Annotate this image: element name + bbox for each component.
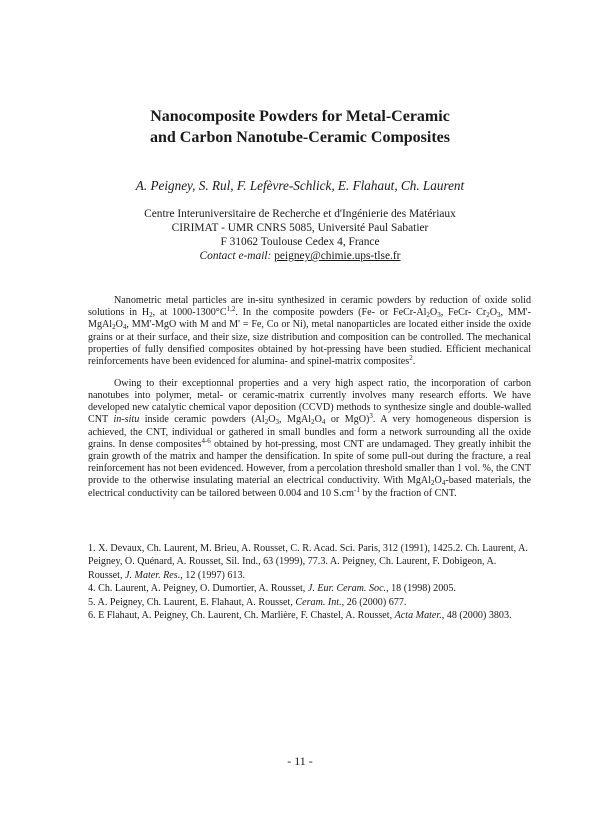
contact-email-link[interactable]: peigney@chimie.ups-tlse.fr [274, 250, 401, 262]
reference-6: 6. E Flahaut, A. Peigney, Ch. Laurent, Ch. Marlière, F. Chastel, A. Rousset, Acta Mater., 48 (2000) 3803. [88, 610, 512, 622]
paragraph-2: Owing to their exceptionnal properties and a very high aspect ratio, the incorporation of carbon nanotubes into polymer, metal- or ceramic-matrix currently involves many research efforts. We have developed new catalytic chemical vapor deposition (CCVD) methods to synthesize single and double-walled CNT in-situ inside ceramic powders ($Al_2O_3$, $MgAl_2O_4$ or MgO)$^3$. A very homogeneous dispersion is achieved, the CNT, individual or gathered in small bundles and form a network surrounding all the oxide grains. In dense composites$^{4-6}$ obtained by hot-pressing, most CNT are undamaged. They greatly inhibit the grain growth of the matrix and hamper the densification. In spite of some pull-out during the fracture, a real reinforcement has not been evidenced. However, from a percolation threshold smaller than 1 vol. %, the CNT provide to the otherwise insulating material an electrical conductivity. With $MgAl_2O_4$-based materials, the electrical conductivity can be tailored between 0.004 and 10 $S.cm^{-1}$ by the fraction of CNT. [88, 377, 532, 499]
abstract-body [88, 295, 531, 509]
reference-list [88, 542, 531, 622]
reference-1-3: 1. X. Devaux, Ch. Laurent, M. Brieu, A. Rousset, C. R. Acad. Sci. Paris, 312 (1991), 1425.2. Ch. Laurent, A. Peigney, O. Quénard, A. Rousset, Sil. Ind., 63 (1999), 77.3. A. Peigney, Ch. Laurent, F. Dobigeon, A. Rousset, J. Mater. Res., 12 (1997) 613. [88, 543, 528, 581]
paper-title [0, 106, 600, 148]
author-list: A. Peigney, S. Rul, F. Lefèvre-Schlick, E. Flahaut, Ch. Laurent [135, 178, 465, 193]
affiliation-block [0, 207, 600, 263]
page-number: - 11 - [287, 754, 313, 768]
affiliation-line-2: CIRIMAT - UMR CNRS 5085, Université Paul Sabatier [171, 222, 429, 234]
title-line-1: Nanocomposite Powders for Metal-Ceramic [150, 108, 450, 125]
reference-4: 4. Ch. Laurent, A. Peigney, O. Dumortier, A. Rousset, J. Eur. Ceram. Soc., 18 (1998) 2005. [88, 583, 456, 595]
contact-line [0, 249, 600, 263]
reference-5: 5. A. Peigney, Ch. Laurent, E. Flahaut, A. Rousset, Ceram. Int., 26 (2000) 677. [88, 596, 407, 608]
contact-label: Contact e-mail: [199, 250, 272, 262]
affiliation-line-3: F 31062 Toulouse Cedex 4, France [220, 236, 380, 248]
title-line-2: and Carbon Nanotube-Ceramic Composites [150, 129, 450, 146]
affiliation-line-1: Centre Interuniversitaire de Recherche et d'Ingénierie des Matériaux [144, 208, 456, 220]
paragraph-1: Nanometric metal particles are in-situ synthesized in ceramic powders by reduction of oxide solid solutions in $H_2$, at $1000-1300^\circ C^{1,2}$. In the composite powders (Fe- or FeCr-$Al_2O_3$, FeCr- $Cr_2O_3$, $MM'-MgAl_2O_4$, MM'-MgO with M and M' = Fe, Co or Ni), metal nanoparticles are located either inside the oxide grains or at their surface, and their size, size distribution and composition can be controlled. The mechanical properties of fully densified composites obtained by hot-pressing have been studied. Efficient mechanical reinforcements have been evidenced for alumina- and spinel-matrix composites$^2$. [88, 295, 531, 368]
